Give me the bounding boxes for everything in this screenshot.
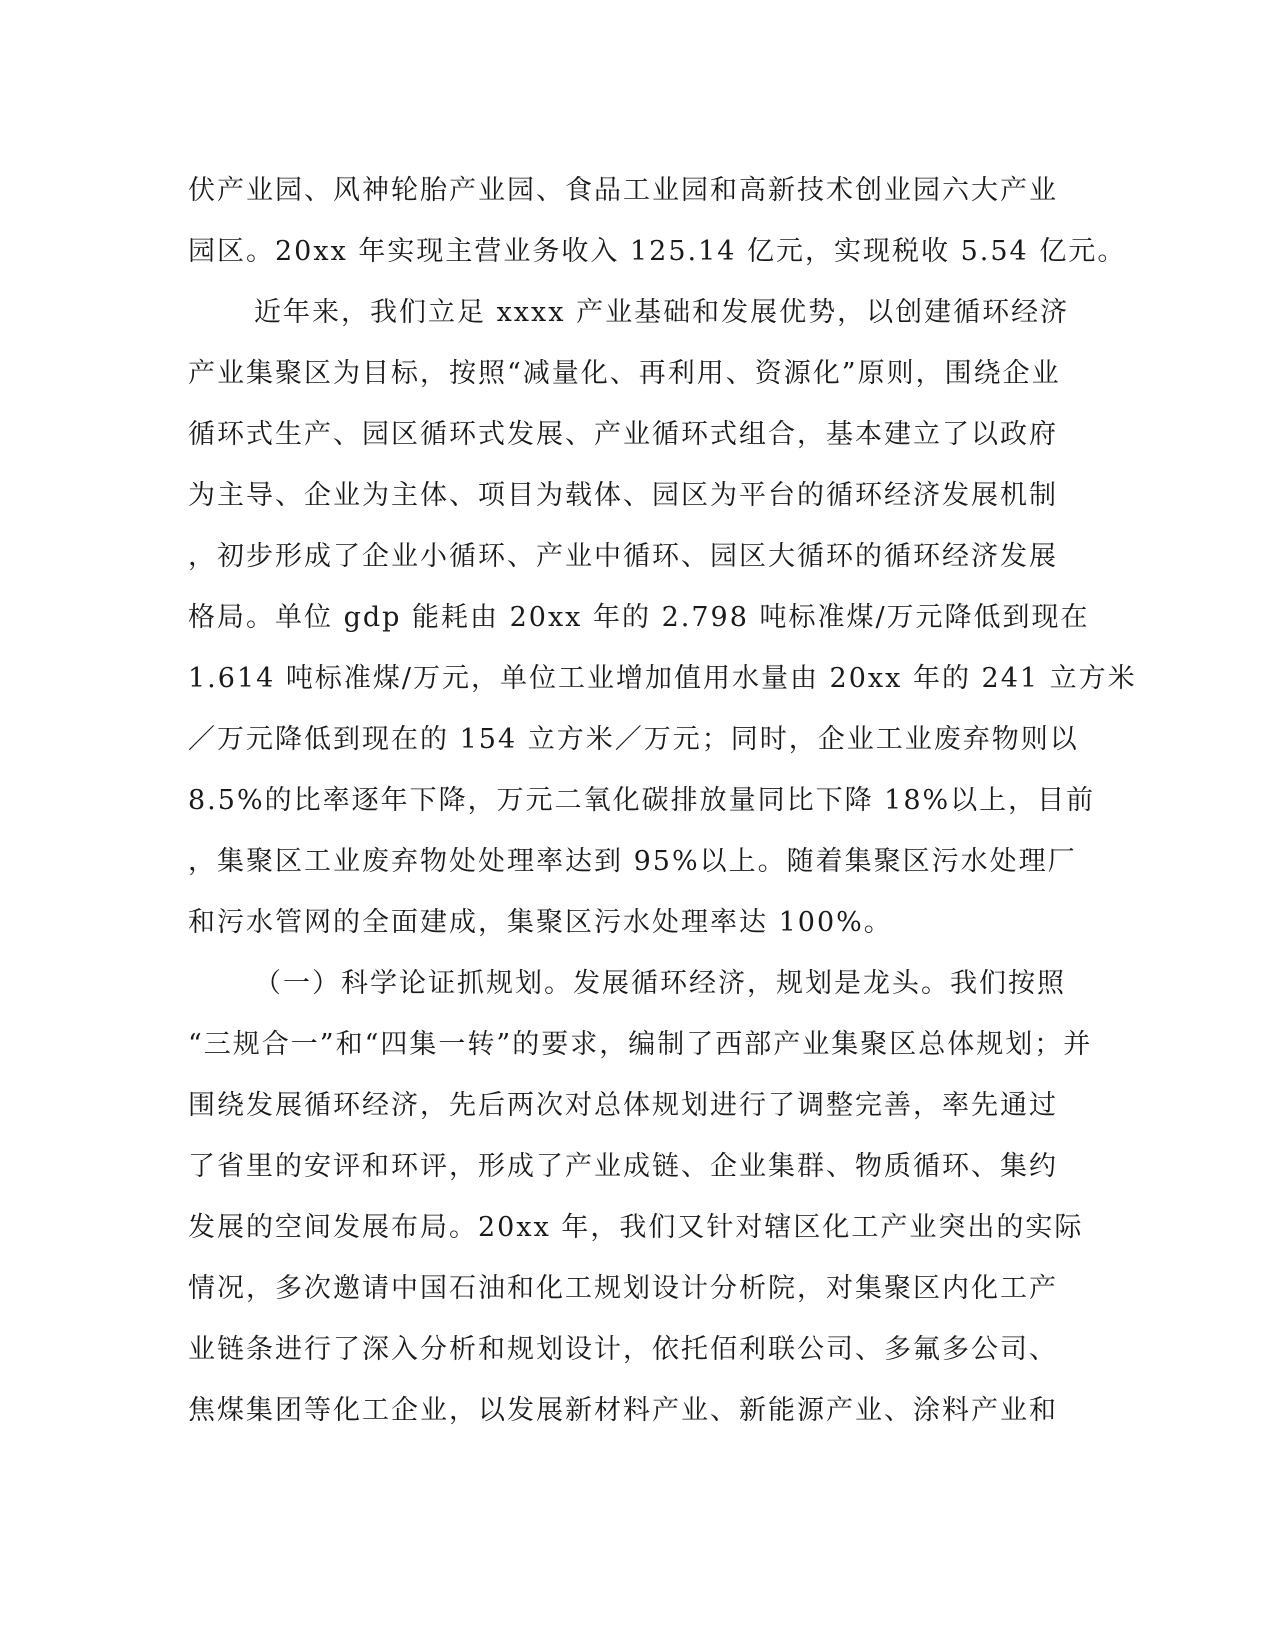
text-line: 8.5%的比率逐年下降，万元二氧化碳排放量同比下降 18%以上，目前 xyxy=(188,785,1096,816)
text-line: 伏产业园、风神轮胎产业园、食品工业园和高新技术创业园六大产业 xyxy=(188,175,1058,206)
paragraph-continuation xyxy=(188,160,1127,282)
text-line: 为主导、企业为主体、项目为载体、园区为平台的循环经济发展机制 xyxy=(188,480,1058,511)
text-line: （一）科学论证抓规划。发展循环经济，规划是龙头。我们按照 xyxy=(254,968,1066,999)
text-line: 情况，多次邀请中国石油和化工规划设计分析院，对集聚区内化工产 xyxy=(188,1273,1058,1304)
text-line: ，初步形成了企业小循环、产业中循环、园区大循环的循环经济发展 xyxy=(188,541,1058,572)
text-line: 产业集聚区为目标，按照“减量化、再利用、资源化”原则，围绕企业 xyxy=(188,358,1061,389)
text-line: 和污水管网的全面建成，集聚区污水处理率达 100%。 xyxy=(188,907,893,938)
text-line: 园区。20xx 年实现主营业务收入 125.14 亿元，实现税收 5.54 亿元。 xyxy=(188,236,1127,267)
text-line: 了省里的安评和环评，形成了产业成链、企业集群、物质循环、集约 xyxy=(188,1151,1058,1182)
text-line: 焦煤集团等化工企业，以发展新材料产业、新能源产业、涂料产业和 xyxy=(188,1395,1058,1426)
text-line: 循环式生产、园区循环式发展、产业循环式组合，基本建立了以政府 xyxy=(188,419,1058,450)
text-line: ，集聚区工业废弃物处处理率达到 95%以上。随着集聚区污水处理厂 xyxy=(188,846,1077,877)
text-line: ／万元降低到现在的 154 立方米／万元；同时，企业工业废弃物则以 xyxy=(188,724,1079,755)
text-line: 围绕发展循环经济，先后两次对总体规划进行了调整完善，率先通过 xyxy=(188,1090,1058,1121)
document-body xyxy=(188,160,1137,1441)
text-line: 近年来，我们立足 xxxx 产业基础和发展优势，以创建循环经济 xyxy=(254,297,1070,328)
text-line: “三规合一”和“四集一转”的要求，编制了西部产业集聚区总体规划；并 xyxy=(188,1029,1093,1060)
paragraph-planning xyxy=(188,953,1093,1441)
text-line: 1.614 吨标准煤/万元，单位工业增加值用水量由 20xx 年的 241 立方米 xyxy=(188,663,1137,694)
text-line: 格局。单位 gdp 能耗由 20xx 年的 2.798 吨标准煤/万元降低到现在 xyxy=(188,602,1090,633)
text-line: 业链条进行了深入分析和规划设计，依托佰利联公司、多氟多公司、 xyxy=(188,1334,1058,1365)
paragraph-recycling-economy xyxy=(188,282,1137,953)
text-line: 发展的空间发展布局。20xx 年，我们又针对辖区化工产业突出的实际 xyxy=(188,1212,1084,1243)
